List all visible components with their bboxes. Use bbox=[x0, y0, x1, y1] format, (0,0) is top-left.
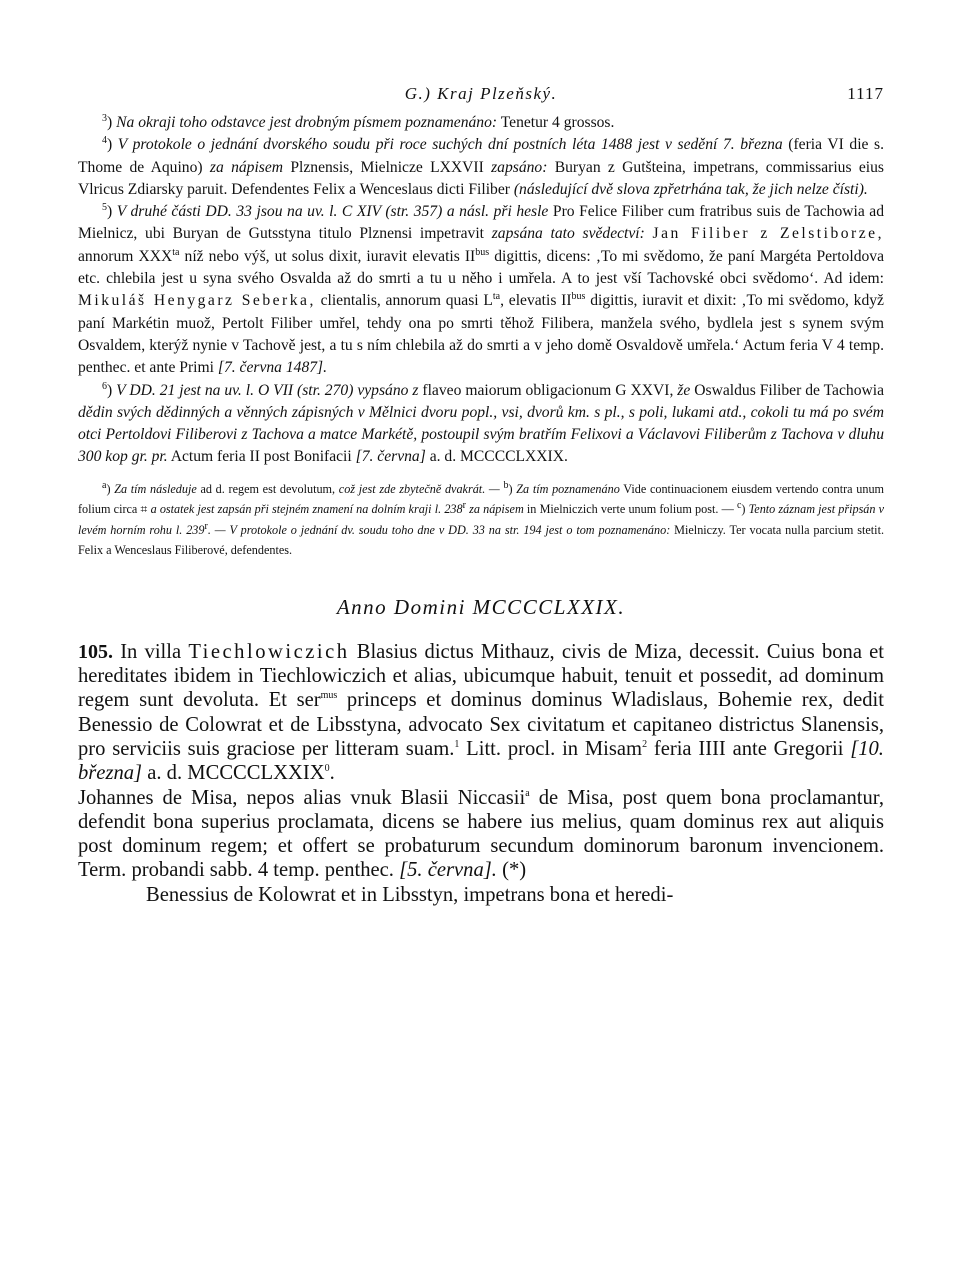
note-text: Mielniczy. Ter vocata nulla parcium stetit. Felix a Wenceslaus Filiberové, defendentes. bbox=[78, 522, 885, 558]
footnote-text: Oswaldus Filiber de Tachowia bbox=[694, 381, 884, 399]
footnote-text: Actum feria II post Bonifacii bbox=[170, 448, 352, 466]
footnote-text: clientalis, annorum quasi L bbox=[320, 292, 493, 310]
footnote-text: Tenetur 4 grossos. bbox=[500, 114, 615, 131]
footnote-text: digittis, iuravit et dixit: ‚To mi svědomo, když paní Markétin muož, Pertolt Filiber umřel, tehdy ona po smrti těhož Filibera, manžela svého, bydlela jest s synem svým Osvaldem, kterýž nynie v Tachově jest, a tu s ním chlebila až do smrti a v jeho domě Osvaldově umřela.‘ Actum feria V 4 temp. penthec. et ante Primi bbox=[78, 292, 884, 377]
footnote-text-italic: V protokole o jednání dvorského soudu při roce suchých dní postních léta 1488 jest v sedění 7. března bbox=[117, 136, 783, 154]
note-text: ad d. regem est devolutum, bbox=[200, 481, 336, 496]
superscript: r bbox=[204, 520, 208, 532]
note-text-italic: Za tím následuje bbox=[114, 481, 197, 496]
footnote-ref: 2 bbox=[642, 739, 648, 751]
footnote-text: níž nebo výš, ut solus dixit, iuravit elevatis II bbox=[184, 247, 476, 265]
entry-text: . bbox=[329, 762, 335, 785]
textual-notes-paragraph: $^a$) Za tím následuje ad d. regem est devolutum, což jest zde zbytečně dvakrát. — $^b$) Za tím poznamenáno Vide continuacionem eiusdem vertendo contra unum folium circa ⌗ a ostatek jest zapsán při stejném znamení na dolním kraji l. 238$^r$ za nápisem in Mielniczich verte unum folium post. — $^c$) Tento záznam jest připsán v levém horním rohu l. 239$^r$. — V protokole o jednání dv. soudu toho dne v DD. 33 na str. 194 jest o tom poznamenáno: Mielniczy. Ter vocata nulla parcium stetit. Felix a Wenceslaus Filiberové, defendentes. bbox=[78, 479, 885, 558]
note-text: Vide continuacionem eiusdem vertendo contra unum folium circa bbox=[78, 481, 885, 517]
footnote-text: Ad idem: bbox=[823, 270, 884, 288]
cross-mark-icon: ⌗ bbox=[140, 502, 148, 517]
footnote-text: Pro Felice Filiber cum fratribus suis de Tachowia ad Mielnicz, ubi Buryan de Gutsstyna titulo Plznensi impetravit bbox=[78, 203, 885, 243]
spaced-name: Jan Filiber z Zelstiborze, bbox=[652, 225, 884, 243]
footnote-text-italic: dědin svých dědinných a věnných zápisných v Mělnici dvoru popl., vsi, dvorů km. s pl., s poli, lukami atd., cokoli tu má po svém otci Pertoldovi Filiberovi z Tachova a matce Markétě, postoupil svým bratřím Felixovi a Václavovi Filiberům z Tachova v dluhu 300 kop gr. pr. bbox=[78, 403, 884, 466]
entry-text: (*) bbox=[502, 859, 527, 882]
footnote-mark: 4 bbox=[102, 135, 107, 147]
entry-text: Litt. procl. in Misam bbox=[466, 737, 643, 760]
footnote-text: annorum XXX bbox=[78, 247, 173, 265]
superscript: bus bbox=[475, 246, 490, 258]
footnote-text: , elevatis II bbox=[500, 292, 572, 310]
page bbox=[78, 82, 884, 907]
superscript: bus bbox=[571, 291, 586, 303]
footnote-text: flaveo maiorum obligacionum G XXVI, bbox=[422, 381, 674, 399]
footnote-text: Plznensis, Mielnicze LXXVII bbox=[290, 158, 484, 176]
entry-text: Blasius dictus Mithauz, civis de Miza, decessit. Cuius bona et hereditates ibidem in Tiechlowiczich et alias, ubicumque habuit, tenuit et possedit, ad dominum regem sunt devoluta. Et ser bbox=[78, 640, 885, 712]
footnote-mark: 6 bbox=[102, 380, 107, 392]
entry-text: princeps et dominus dominus Wladislaus, Bohemie rex, dedit Benessio de Colowrat et de Libsstyna, advocato Sex civitatum et capitaneo districtus Slanensis, pro serviciis suis graciose per litteram suam. bbox=[78, 689, 884, 760]
entry-number: 105. bbox=[78, 640, 113, 663]
footnote-text-italic: zapsána tato svědectví: bbox=[491, 225, 645, 243]
footnote-6: $^6$) V DD. 21 jest na uv. l. O VII (str. 270) vypsáno z flaveo maiorum obligacionum G XXVI, že Oswaldus Filiber de Tachowia dědin svých dědinných a věnných zápisných v Mělnici dvoru popl., vsi, dvorů km. s pl., s poli, lukami atd., cokoli tu má po svém otci Pertoldovi Filiberovi z Tachova a matce Markétě, postoupil svým bratřím Felixovi a Václavovi Filiberům z Tachova v dluhu 300 kop gr. pr. Actum feria II post Bonifacii [7. června] a. d. MCCCCLXXIX. bbox=[78, 380, 884, 466]
textual-notes bbox=[78, 479, 884, 561]
footnote-text-italic: za nápisem bbox=[209, 158, 284, 176]
footnote-text-italic: [7. června 1487]. bbox=[217, 359, 328, 377]
footnote-text-italic: že bbox=[677, 381, 691, 399]
entry-paragraph: Benessius de Kolowrat et in Libsstyn, impetrans bona et heredi- bbox=[146, 883, 674, 906]
entry-105 bbox=[78, 640, 884, 907]
note-text-italic: . — V protokole o jednání dv. soudu toho dne v DD. 33 na str. 194 jest o tom poznamenáno: bbox=[207, 522, 671, 537]
entry-paragraph bbox=[78, 640, 884, 786]
footnote-ref: 1 bbox=[454, 739, 460, 751]
footnote-text-italic: V druhé části DD. 33 jsou na uv. l. C XIV (str. 357) a násl. při hesle bbox=[116, 203, 549, 221]
superscript: ta bbox=[172, 246, 180, 258]
superscript: mus bbox=[320, 690, 338, 702]
entry-text-italic: [10. března] bbox=[78, 737, 884, 785]
year-heading: Anno Domini MCCCCLXXIX. bbox=[336, 594, 626, 619]
footnote-mark: 3 bbox=[102, 112, 107, 124]
footnote-5: $^5$) V druhé části DD. 33 jsou na uv. l. C XIV (str. 357) a násl. při hesle Pro Felice Filiber cum fratribus suis de Tachowia ad Mielnicz, ubi Buryan de Gutsstyna titulo Plznensi impetravit zapsána tato svědectví: Jan Filiber z Zelstiborze, annorum $XXX^{ta}$ níž nebo výš, ut solus dixit, iuravit elevatis $II^{bus}$ digittis, dicens: ‚To mi svědomo, že paní Margéta Pertoldova etc. chlebila jest u syna svého Osvalda až do smrti a tu u něho i umřela. A to jest vší Tachovské obci svědomo‘. Ad idem: Mikuláš Henygarz Seberka, clientalis, annorum quasi $L^{ta}$, elevatis $II^{bus}$ digittis, iuravit et dixit: ‚To mi svědomo, když paní Markétin muož, Pertolt Filiber umřel, tehdy ona po smrti těhož Filibera, manžela svého, bydlela jest s synem svým Osvaldem, kterýž nynie v Tachově jest, a tu s ním chlebila až do smrti a v jeho domě Osvaldově umřela.‘ Actum feria V 4 temp. penthec. et ante Primi [7. června 1487]. bbox=[78, 202, 885, 377]
running-title: G.) Kraj Plzeňský. bbox=[404, 84, 558, 103]
note-ref: a bbox=[525, 787, 530, 799]
running-header bbox=[78, 82, 884, 112]
spaced-name: Tiechlowiczich bbox=[188, 640, 350, 663]
entry-text: feria IIII ante Gregorii bbox=[653, 737, 844, 760]
entry-text: In villa bbox=[120, 640, 182, 663]
spaced-name: Mikuláš Henygarz Seberka, bbox=[78, 292, 316, 310]
note-text-italic: což jest zde zbytečně dvakrát. — bbox=[338, 481, 500, 496]
note-mark: b bbox=[503, 479, 509, 491]
footnote-text: (feria VI die s. Thome de Aquino) bbox=[78, 136, 885, 176]
footnotes bbox=[78, 112, 884, 469]
note-text-italic: Za tím poznamenáno bbox=[516, 481, 620, 496]
note-text: in Mielniczich verte unum folium post. — bbox=[526, 502, 734, 517]
note-text-italic: za nápisem bbox=[469, 502, 524, 517]
entry-paragraph bbox=[78, 786, 884, 883]
entry-text-italic: [5. června]. bbox=[399, 859, 497, 882]
superscript: ta bbox=[492, 291, 501, 303]
entry-text: de Misa, post quem bona proclamantur, defendit bona superius proclamata, dicens se habere ius melius, quam dominus rex aut aliquis post dominum regem; et offert se probaturum secundum dominorum baronum invencionem. Term. probandi sabb. 4 temp. penthec. bbox=[78, 786, 884, 882]
footnote-text-italic: (následující dvě slova zpřetrhána tak, že jich nelze čísti). bbox=[513, 180, 868, 198]
note-mark: a bbox=[102, 479, 107, 491]
note-mark: c bbox=[736, 500, 742, 512]
footnote-text-italic: zapsáno: bbox=[491, 158, 548, 176]
footnote-text-italic: Na okraji toho odstavce jest drobným písmem poznamenáno: bbox=[116, 114, 498, 131]
footnote-text: a. d. MCCCCLXXIX. bbox=[429, 448, 568, 466]
note-text-italic: a ostatek jest zapsán při stejném znamení na dolním kraji l. 238 bbox=[150, 502, 463, 517]
entry-text: Johannes de Misa, nepos alias vnuk Blasii Niccasii bbox=[78, 786, 526, 809]
footnote-text: digittis, dicens: ‚To mi svědomo, že paní Margéta Pertoldova etc. chlebila jest u syna svého Osvalda až do smrti a tu u něho i umřela. A to jest vší Tachovské obci svědomo‘. bbox=[78, 247, 885, 288]
page-number: 1117 bbox=[847, 84, 884, 103]
footnote-4: $^4$) V protokole o jednání dvorského soudu při roce suchých dní postních léta 1488 jest v sedění 7. března (feria VI die s. Thome de Aquino) za nápisem Plznensis, Mielnicze LXXVII zapsáno: Buryan z Gutšteina, impetrans, commissarius eius Vlricus Zdiarsky paruit. Defendentes Felix a Wenceslaus dicti Filiber (následující dvě slova zpřetrhána tak, že jich nelze čísti). bbox=[78, 135, 885, 198]
footnote-3: $^3$) Na okraji toho odstavce jest drobným písmem poznamenáno: Tenetur 4 grossos. bbox=[102, 112, 615, 131]
footnote-text: Buryan z Gutšteina, impetrans, commissarius eius Vlricus Zdiarsky paruit. Defendentes Felix a Wenceslaus dicti Filiber bbox=[78, 158, 884, 198]
footnote-text-italic: [7. června] bbox=[355, 448, 426, 466]
superscript: r bbox=[462, 500, 466, 512]
entry-text: a. d. MCCCCLXXIX bbox=[147, 762, 325, 785]
note-text-italic: Tento záznam jest připsán v levém horním rohu l. 239 bbox=[78, 502, 885, 537]
footnote-mark: 5 bbox=[102, 202, 107, 213]
superscript: 0 bbox=[324, 763, 330, 775]
footnote-text-italic: V DD. 21 jest na uv. l. O VII (str. 270) vypsáno z bbox=[116, 381, 419, 399]
